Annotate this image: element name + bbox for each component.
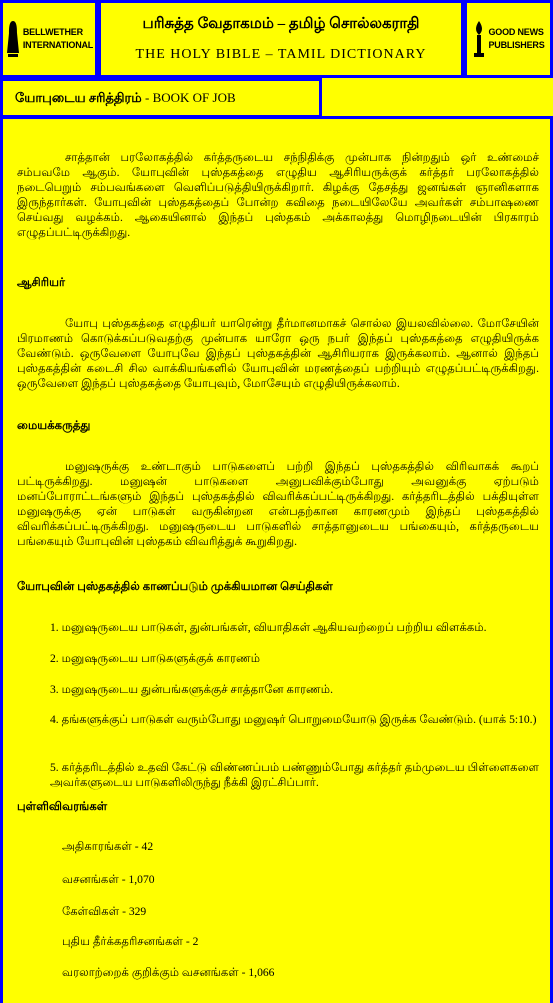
key-message-item: 1. மனுஷருடைய பாடுகள், துன்பங்கள், வியாதிகள் ஆகியவற்றைப் பற்றிய விளக்கம். bbox=[50, 621, 487, 634]
statistic-item: வரலாற்றைக் குறிக்கும் வசனங்கள் - 1,066 bbox=[62, 966, 275, 979]
statistic-item: கேள்விகள் - 329 bbox=[62, 905, 147, 918]
left-logo-line-2: INTERNATIONAL bbox=[22, 40, 94, 50]
bellwether-logo-box bbox=[0, 0, 98, 78]
statistic-item: புதிய தீர்க்கதரிசனங்கள் - 2 bbox=[62, 935, 199, 948]
title-box bbox=[98, 0, 464, 78]
right-logo-line-1: GOOD NEWS bbox=[488, 27, 544, 37]
lamp-icon bbox=[472, 19, 486, 59]
book-title-english: - BOOK OF JOB bbox=[145, 90, 236, 105]
bellwether-logo bbox=[3, 3, 95, 75]
statistic-item: வசனங்கள் - 1,070 bbox=[62, 873, 155, 886]
title-english: THE HOLY BIBLE – TAMIL DICTIONARY bbox=[135, 47, 427, 62]
title-tamil: பரிசுத்த வேதாகமம் – தமிழ் சொல்லகராதி bbox=[142, 16, 420, 32]
intro-paragraph: சாத்தான் பரலோகத்தில் கர்த்தருடைய சந்நிதிக்கு முன்பாக நின்றதும் ஒர் உண்மைச் சம்பவமே ஆகும். யோபுவின் புஸ்தகத்தை எழுதிய ஆசிரியருக்குக் கர்த்தர் பரலோகத்தில் நடைபெறும் சம்பவங்களை வெளிப்படுத்தியிருக்கிறார். கிழக்கு தேசத்து ஜனங்கள் ஞானிகளாக இருந்தார்கள். யோபுவின் புஸ்தகத்தைப் போன்ற கவிதை நடையிலேயே அவர்கள் சம்பாஷணை செய்வது வழக்கம். ஆகையினால் இந்தப் புஸ்தகம் அக்காலத்து மொழிநடையின் பிரகாரம் எழுதப்பட்டிருக்கிறது. bbox=[17, 151, 539, 240]
statistic-item: அதிகாரங்கள் - 42 bbox=[62, 840, 154, 853]
book-title-box bbox=[0, 78, 322, 118]
author-paragraph: யோபு புஸ்தகத்தை எழுதியர் யாரென்று தீர்மானமாகச் சொல்ல இயலவில்லை. மோசேயின் பிரமாணம் கொடுக்கப்படுவதற்கு முன்பாக யாரோ ஒரு நபர் இந்தப் புஸ்தகத்தை எழுதியிருக்க வேண்டும். ஒருவேளை யோபுவே இந்தப் புஸ்தகத்தின் ஆசிரியராக இருக்கலாம். ஆனால் இந்தப் புஸ்தகத்தின் கடைசி சில வாக்கியங்களில் யோபுவின் மரணத்தைப் பற்றியும் எழுதப்பட்டிருக்கிறது. ஒருவேளை இந்தப் புஸ்தகத்தை யோபுவும், மோசேயும் எழுதியிருக்கலாம். bbox=[17, 317, 539, 391]
key-message-item: 5. கர்த்தரிடத்தில் உதவி கேட்டு விண்ணப்பம் பண்ணும்போது கர்த்தர் தம்முடைய பிள்ளைகளை அவர்களுடைய பாடுகளிலிருந்து நீக்கி இரட்சிப்பார். bbox=[50, 761, 539, 790]
good-news-logo-box bbox=[464, 0, 553, 78]
author-heading: ஆசிரியர் bbox=[17, 276, 66, 289]
book-title bbox=[15, 90, 236, 107]
left-logo-line-1: BELLWETHER bbox=[22, 27, 83, 37]
key-message-item: 4. தங்களுக்குப் பாடுகள் வரும்போது மனுஷர் பொறுமையோடு இருக்க வேண்டும். (யாக் 5:10.) bbox=[50, 713, 537, 726]
theme-heading: மையக்கருத்து bbox=[17, 419, 91, 432]
bell-icon bbox=[5, 19, 21, 59]
key-messages-heading: யோபுவின் புஸ்தகத்தில் காணப்படும் முக்கியமான செய்திகள் bbox=[17, 580, 333, 593]
content-box bbox=[0, 116, 553, 1003]
good-news-logo bbox=[467, 3, 550, 75]
right-logo-line-2: PUBLISHERS bbox=[488, 40, 545, 50]
key-message-item: 2. மனுஷருடைய பாடுகளுக்குக் காரணம் bbox=[50, 652, 261, 665]
book-title-tamil: யோபுடைய சரித்திரம் bbox=[15, 90, 142, 105]
statistics-heading: புள்ளிவிவரங்கள் bbox=[17, 800, 108, 813]
theme-paragraph: மனுஷருக்கு உண்டாகும் பாடுகளைப் பற்றி இந்தப் புஸ்தகத்தில் விரிவாகக் கூறப் பட்டிருக்கிறது. மனுஷன் பாடுகளை அனுபவிக்கும்போது அவனுக்கு ஏற்படும் மனப்போராட்டங்களும் இந்தப் புஸ்தகத்தில் விவரிக்கப்பட்டிருக்கிறது. கர்த்தரிடத்தில் பக்தியுள்ள மனுஷருக்கு ஏன் பாடுகள் வருகின்றன என்பதற்கான காரணமும் இந்தப் புஸ்தகத்தில் விவரிக்கப்பட்டிருக்கிறது. மனுஷருடைய பாடுகளில் சாத்தானுடைய பங்கையும், கர்த்தருடைய பங்கையும் யோபுவின் புஸ்தகம் விவரித்துக் கூறுகிறது. bbox=[17, 460, 539, 549]
key-message-item: 3. மனுஷருடைய துன்பங்களுக்குச் சாத்தானே காரணம். bbox=[50, 683, 334, 696]
